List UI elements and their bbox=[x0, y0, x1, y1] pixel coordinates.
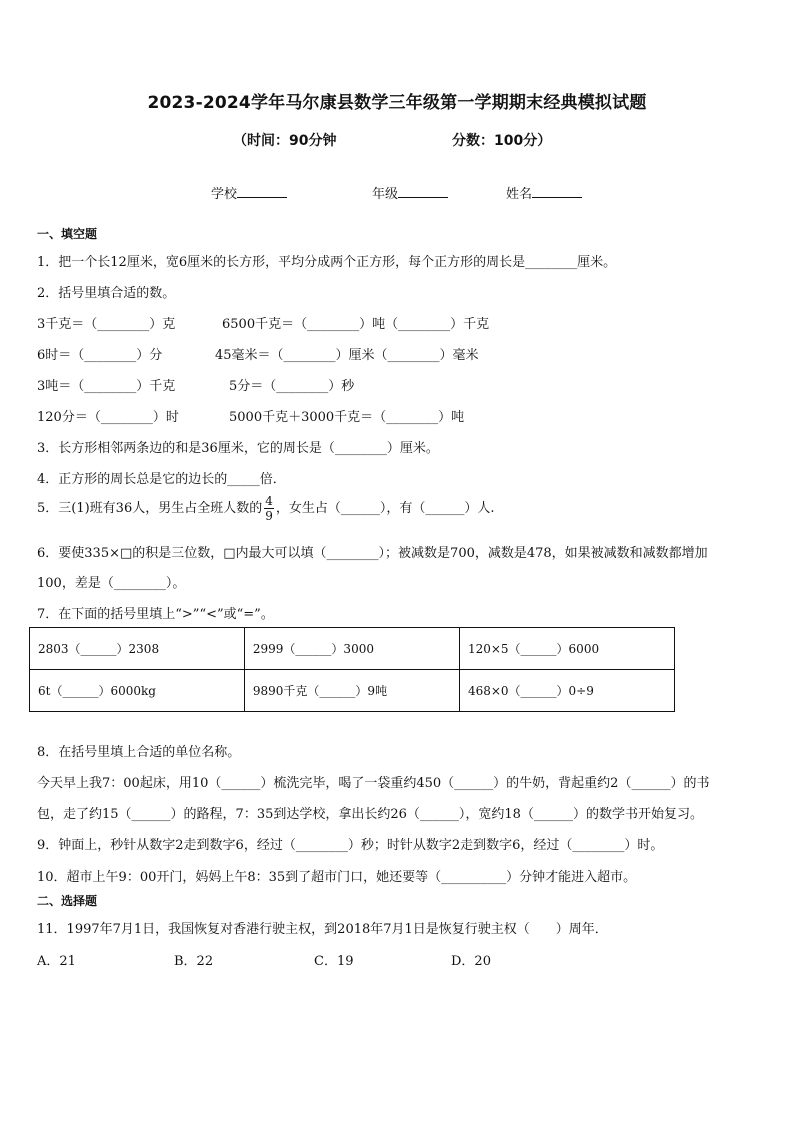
q2-row-2-right: 45毫米＝（________）厘米（________）毫米 bbox=[215, 348, 479, 363]
question-11: 11．1997年7月1日，我国恢复对香港行驶主权，到2018年7月1日是恢复行驶主权（ ）周年． bbox=[37, 922, 608, 937]
question-8: 8．在括号里填上合适的单位名称。 bbox=[37, 745, 241, 760]
question-5-text-b: ，女生占（______），有（______）人. bbox=[275, 501, 495, 516]
question-7: 7．在下面的括号里填上“>”“<”或“=”。 bbox=[37, 607, 274, 622]
name-blank[interactable] bbox=[532, 185, 582, 198]
table-cell: 2803（______）2308 bbox=[30, 628, 245, 670]
exam-score: 分数：100分） bbox=[452, 133, 552, 149]
question-6-line-1: 6．要使335×□的积是三位数，□内最大可以填（________）；被减数是700，减数是478，如果被减数和减数都增加 bbox=[37, 546, 708, 561]
school-label: 学校 bbox=[211, 187, 238, 202]
question-9: 9．钟面上，秒针从数字2走到数字6，经过（________）秒；时针从数字2走到数字6，经过（________）时。 bbox=[37, 838, 664, 853]
exam-time: （时间：90分钟 bbox=[233, 133, 337, 149]
option-d[interactable]: D．20 bbox=[451, 954, 491, 969]
school-field[interactable] bbox=[211, 183, 287, 202]
q2-row-3-left: 3吨＝（________）千克 bbox=[37, 379, 176, 394]
q2-row-3-right: 5分＝（________）秒 bbox=[229, 379, 355, 394]
fraction-denominator: 9 bbox=[265, 509, 273, 523]
table-cell: 9890千克（______）9吨 bbox=[244, 670, 459, 712]
q2-row-1-left: 3千克＝（________）克 bbox=[37, 317, 176, 332]
question-8-line-1: 今天早上我7：00起床，用10（______）梳洗完毕，喝了一袋重约450（______）的牛奶，背起重约2（______）的书 bbox=[37, 776, 710, 791]
fraction-four-ninths bbox=[264, 494, 274, 523]
school-blank[interactable] bbox=[237, 185, 287, 198]
q2-row-1-right: 6500千克＝（________）吨（________）千克 bbox=[222, 317, 490, 332]
grade-label: 年级 bbox=[372, 187, 399, 202]
table-cell: 468×0（______）0÷9 bbox=[459, 670, 674, 712]
question-5-text-a: 5．三(1)班有36人，男生占全班人数的 bbox=[37, 501, 263, 516]
option-b[interactable]: B．22 bbox=[174, 954, 214, 969]
q2-row-4-right: 5000千克＋3000千克＝（________）吨 bbox=[229, 410, 465, 425]
section-heading-fill: 一、填空题 bbox=[37, 227, 98, 241]
q2-row-4-left: 120分＝（________）时 bbox=[37, 410, 179, 425]
grade-blank[interactable] bbox=[398, 185, 448, 198]
section-heading-choice: 二、选择题 bbox=[37, 894, 98, 908]
table-cell: 120×5（______）6000 bbox=[459, 628, 674, 670]
name-field[interactable] bbox=[506, 183, 582, 202]
question-2: 2．括号里填合适的数。 bbox=[37, 286, 176, 301]
question-5 bbox=[37, 494, 495, 523]
q2-row-2-left: 6时＝（________）分 bbox=[37, 348, 163, 363]
table-row bbox=[30, 628, 675, 670]
question-1: 1．把一个长12厘米，宽6厘米的长方形，平均分成两个正方形，每个正方形的周长是________厘米。 bbox=[37, 255, 617, 270]
comparison-table bbox=[29, 627, 675, 712]
grade-field[interactable] bbox=[372, 183, 448, 202]
table-cell: 6t（______）6000kg bbox=[30, 670, 245, 712]
question-8-line-2: 包，走了约15（______）的路程，7：35到达学校，拿出长约26（______），宽约18（______）的数学书开始复习。 bbox=[37, 807, 703, 822]
name-label: 姓名 bbox=[506, 187, 533, 202]
fraction-numerator: 4 bbox=[265, 494, 273, 508]
option-a[interactable]: A．21 bbox=[37, 954, 76, 969]
question-3: 3．长方形相邻两条边的和是36厘米，它的周长是（________）厘米。 bbox=[37, 441, 439, 456]
table-cell: 2999（______）3000 bbox=[244, 628, 459, 670]
question-10: 10．超市上午9：00开门，妈妈上午8：35到了超市门口，她还要等（__________）分钟才能进入超市。 bbox=[37, 870, 637, 885]
question-4: 4．正方形的周长总是它的边长的_____倍． bbox=[37, 472, 286, 487]
table-row bbox=[30, 670, 675, 712]
option-c[interactable]: C．19 bbox=[314, 954, 354, 969]
question-6-line-2: 100，差是（________）。 bbox=[37, 576, 186, 591]
page-title: 2023-2024学年马尔康县数学三年级第一学期期末经典模拟试题 bbox=[147, 93, 647, 113]
